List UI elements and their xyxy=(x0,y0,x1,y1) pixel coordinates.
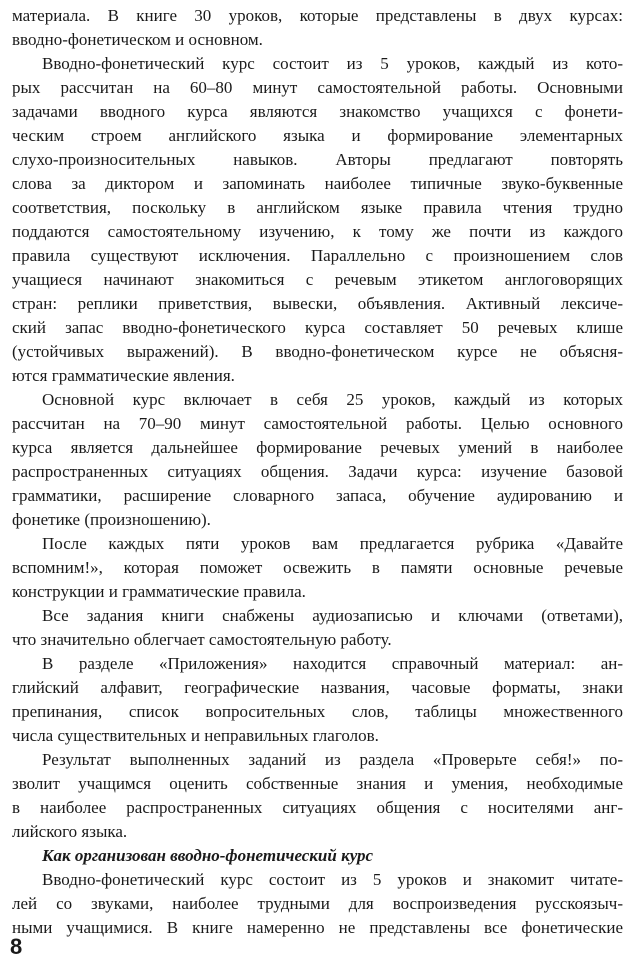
text-line: лей со звуками, наиболее трудными для воспроизведения русскоязыч- xyxy=(12,894,623,913)
text-line: зволит учащимся оценить собственные знания и умения, необходимые xyxy=(12,774,623,793)
section-heading: Как организован вводно-фонетический курс xyxy=(42,846,374,865)
text-line: что значительно облегчает самостоятельную работу. xyxy=(12,630,392,649)
text-line: числа существительных и неправильных глаголов. xyxy=(12,726,379,745)
text-line: Вводно-фонетический курс состоит из 5 уроков и знакомит читате- xyxy=(42,870,623,889)
text-line: ными учащимися. В книге намеренно не представлены все фонетические xyxy=(12,918,623,937)
text-line: рассчитан на 70–90 минут самостоятельной работы. Целью основного xyxy=(12,414,623,433)
text-line: В разделе «Приложения» находится справочный материал: ан- xyxy=(42,654,623,673)
text-line: Вводно-фонетический курс состоит из 5 уроков, каждый из кото- xyxy=(42,54,623,73)
text-line: Результат выполненных заданий из раздела «Проверьте себя!» по- xyxy=(42,750,623,769)
text-line: грамматики, расширение словарного запаса, обучение аудированию и xyxy=(12,486,623,505)
page-number: 8 xyxy=(10,934,23,959)
page-body xyxy=(12,4,623,940)
text-line: в наиболее распространенных ситуациях общения с носителями анг- xyxy=(12,798,623,817)
text-line: ются грамматические явления. xyxy=(12,366,235,385)
text-line: стран: реплики приветствия, вывески, объявления. Активный лексиче- xyxy=(12,294,623,313)
text-line: вспомним!», которая поможет освежить в памяти основные речевые xyxy=(12,558,623,577)
text-line: препинания, список вопросительных слов, таблицы множественного xyxy=(12,702,623,721)
text-line: слова за диктором и запоминать наиболее типичные звуко-буквенные xyxy=(12,174,623,193)
text-line: После каждых пяти уроков вам предлагается рубрика «Давайте xyxy=(42,534,623,553)
text-line: вводно-фонетическом и основном. xyxy=(12,30,263,49)
text-line: ский запас вводно-фонетического курса составляет 50 речевых клише xyxy=(12,318,623,337)
text-line: Основной курс включает в себя 25 уроков, каждый из которых xyxy=(42,390,623,409)
text-line: поддаются самостоятельному изучению, к тому же почти из каждого xyxy=(12,222,623,241)
text-line: соответствия, поскольку в английском языке правила чтения трудно xyxy=(12,198,623,217)
text-line: курса является дальнейшее формирование речевых умений в наиболее xyxy=(12,438,623,457)
text-line: задачами вводного курса являются знакомство учащихся с фонети- xyxy=(12,102,623,121)
text-line: правила существуют исключения. Параллельно с произношением слов xyxy=(12,246,623,265)
text-line: слухо-произносительных навыков. Авторы предлагают повторять xyxy=(12,150,623,169)
text-line: материала. В книге 30 уроков, которые представлены в двух курсах: xyxy=(12,6,623,25)
text-line: распространенных ситуациях общения. Задачи курса: изучение базовой xyxy=(12,462,623,481)
text-line: конструкции и грамматические правила. xyxy=(12,582,306,601)
text-line: глийский алфавит, географические названия, часовые форматы, знаки xyxy=(12,678,623,697)
text-line: (устойчивых выражений). В вводно-фонетическом курсе не объясня- xyxy=(12,342,623,361)
text-line: ческим строем английского языка и формирование элементарных xyxy=(12,126,623,145)
text-line: лийского языка. xyxy=(12,822,128,841)
text-line: рых рассчитан на 60–80 минут самостоятельной работы. Основными xyxy=(12,78,623,97)
text-line: Все задания книги снабжены аудиозаписью и ключами (ответами), xyxy=(42,606,623,625)
text-line: учащиеся начинают знакомиться с речевым этикетом англоговорящих xyxy=(12,270,623,289)
text-line: фонетике (произношению). xyxy=(12,510,211,529)
